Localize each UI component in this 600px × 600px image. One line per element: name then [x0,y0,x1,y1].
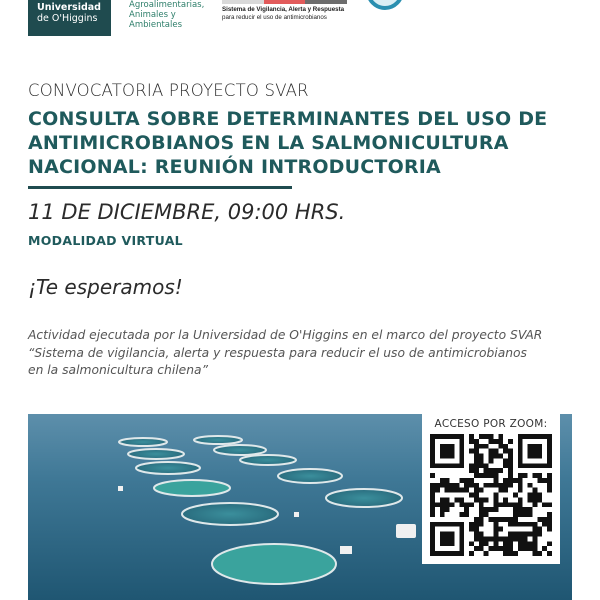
agro-line1: Agroalimentarias, [129,0,205,10]
title-line3: NACIONAL: REUNIÓN INTRODUCTORIA [28,156,441,178]
university-name-line1: Universidad [37,2,101,13]
description-line2: “Sistema de vigilancia, alerta y respuesta para reducir el uso de antimicrobianos [28,345,527,360]
university-logo [28,0,111,36]
event-date: 11 DE DICIEMBRE, 09:00 HRS. [28,200,346,224]
greeting: ¡Te esperamos! [28,275,183,299]
description-line3: en la salmonicultura chilena” [28,363,208,377]
agro-line3: Ambientales [129,20,183,30]
partner-logo-icon [366,0,404,10]
title-line2: ANTIMICROBIANOS EN LA SALMONICULTURA [28,132,509,154]
activity-description [28,327,568,380]
event-modality: MODALIDAD VIRTUAL [28,233,183,248]
svar-line1: Sistema de Vigilancia, Alerta y Respuesta [222,6,345,13]
title-line1: CONSULTA SOBRE DETERMINANTES DEL USO DE [28,108,548,130]
svar-logo [222,0,347,21]
svar-color-bar [222,0,347,4]
university-name-line2: de O'Higgins [37,13,98,24]
divider [28,186,292,189]
zoom-qr-code[interactable] [430,434,552,556]
agro-line2: Animales y [129,10,176,20]
svar-line2: para reducir el uso de antimicrobianos [222,13,327,21]
description-line1: Actividad ejecutada por la Universidad de O'Higgins en el marco del proyecto SVAR [28,328,543,342]
agro-logo-text [129,0,204,30]
call-subtitle: CONVOCATORIA PROYECTO SVAR [28,81,309,100]
zoom-label: ACCESO POR ZOOM: [434,418,548,430]
zoom-access-box [422,414,560,564]
event-title [28,107,573,179]
